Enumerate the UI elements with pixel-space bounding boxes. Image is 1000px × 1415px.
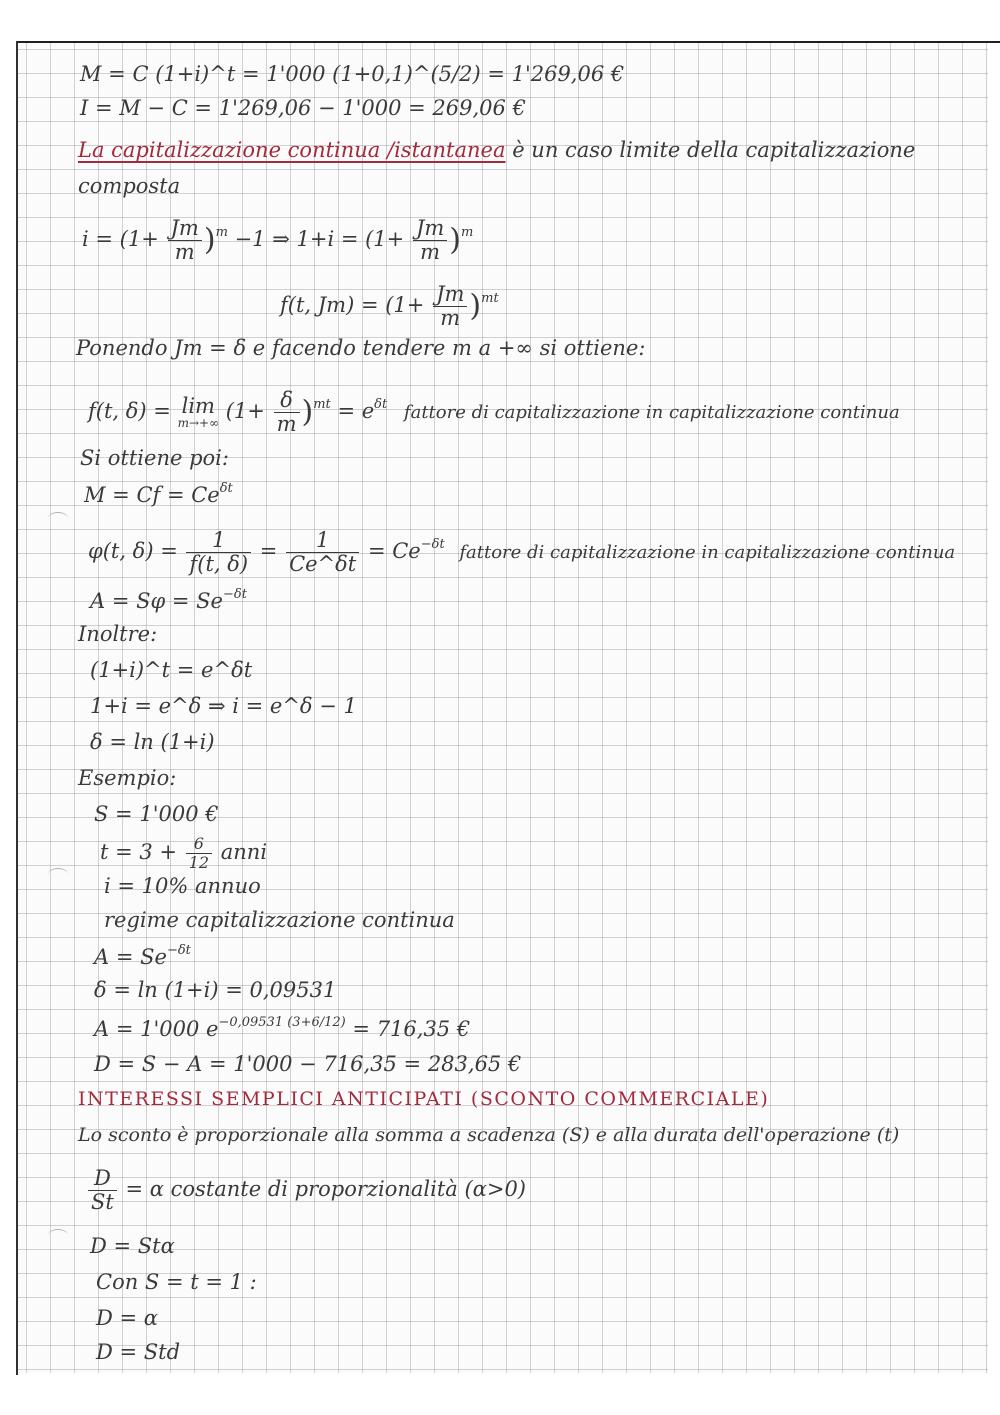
formula-part: A = Sφ = Se xyxy=(90,589,223,613)
formula-part: = 716,35 € xyxy=(352,1017,471,1041)
exponent: δt xyxy=(219,481,233,496)
exponent: δt xyxy=(374,397,388,412)
example-delta-value: δ = ln (1+i) = 0,09531 xyxy=(94,978,337,1002)
proportionality-statement: Lo sconto è proporzionale alla somma a scadenza (S) e alla durata dell'operazione (t) xyxy=(78,1124,900,1146)
formula-discount: D = Stα xyxy=(90,1234,175,1258)
formula-interesse: I = M − C = 1'269,06 − 1'000 = 269,06 € xyxy=(80,96,526,120)
formula-rate-equivalence xyxy=(82,218,473,263)
closing-paren: ) xyxy=(301,394,314,430)
fraction-numerator: 1 xyxy=(186,530,251,553)
binder-hole-mark xyxy=(48,868,68,881)
exponent: −δt xyxy=(166,943,191,958)
fraction-numerator: 6 xyxy=(186,836,212,854)
fraction xyxy=(186,836,212,871)
binder-hole-mark xyxy=(48,512,68,525)
formula-capitalization-factor xyxy=(280,284,499,329)
formula-part: = α costante di proporzionalità (α>0) xyxy=(125,1177,526,1201)
example-discount: D = S − A = 1'000 − 716,35 = 283,65 € xyxy=(94,1052,522,1076)
formula-proportionality xyxy=(86,1168,526,1213)
limit-intro: Ponendo Jm = δ e facendo tendere m a +∞ si ottiene: xyxy=(76,336,646,360)
closing-paren: ) xyxy=(449,222,461,258)
fraction xyxy=(413,218,447,263)
formula-part: t = 3 + xyxy=(100,840,178,864)
next-step-label: Si ottiene poi: xyxy=(80,446,229,470)
formula-part: = Ce xyxy=(367,539,421,563)
closing-paren: ) xyxy=(469,288,482,324)
binder-hole-mark xyxy=(48,1229,68,1242)
fraction-denominator: Ce^δt xyxy=(289,552,357,576)
definition-line xyxy=(78,140,915,161)
example-label: Esempio: xyxy=(78,766,177,790)
formula-discount-factor xyxy=(88,530,955,575)
formula-part: M = Cf = Ce xyxy=(84,483,220,507)
fraction-denominator: St xyxy=(91,1190,114,1214)
exponent: m xyxy=(461,225,474,240)
fraction xyxy=(286,530,359,575)
fraction xyxy=(186,530,251,575)
example-regime: regime capitalizzazione continua xyxy=(104,908,455,932)
fraction-denominator: f(t, δ) xyxy=(189,552,249,576)
formula-rate-from-delta: 1+i = e^δ ⇒ i = e^δ − 1 xyxy=(90,694,357,718)
highlighted-term: La capitalizzazione continua /istantanea xyxy=(78,138,506,162)
definition-text: è un caso limite della capitalizzazione xyxy=(512,138,916,162)
formula-montante: M = C (1+i)^t = 1'000 (1+0,1)^(5/2) = 1'269,06 € xyxy=(80,62,625,86)
limit-subscript: m→+∞ xyxy=(177,416,220,430)
unit-condition: Con S = t = 1 : xyxy=(96,1270,257,1294)
fraction-denominator: m xyxy=(276,412,297,436)
fraction xyxy=(433,284,467,329)
formula-part: = e xyxy=(337,399,375,423)
formula-present-value xyxy=(90,588,247,612)
section-heading: INTERESSI SEMPLICI ANTICIPATI (SCONTO COMMERCIALE) xyxy=(78,1088,770,1110)
formula-part: φ(t, δ) = xyxy=(88,539,178,563)
formula-part: A = 1'000 e xyxy=(94,1017,219,1041)
formula-montante-continuous xyxy=(84,482,233,506)
example-time xyxy=(100,836,267,871)
example-rate: i = 10% annuo xyxy=(104,874,261,898)
definition-continued: composta xyxy=(78,174,181,198)
formula-part: A = Se xyxy=(94,945,167,969)
example-present-value xyxy=(94,1016,470,1040)
exponent: −δt xyxy=(420,537,445,552)
closing-paren: ) xyxy=(203,222,216,258)
limit-label: lim xyxy=(181,394,215,418)
exponent: m xyxy=(215,225,228,240)
formula-delta: δ = ln (1+i) xyxy=(90,730,215,754)
formula-part: f(t, δ) = xyxy=(88,399,171,423)
formula-equivalence: (1+i)^t = e^δt xyxy=(90,658,253,682)
fraction xyxy=(168,218,202,263)
exponent: −δt xyxy=(222,587,247,602)
exponent: mt xyxy=(481,291,499,306)
limit-operator xyxy=(178,396,219,429)
formula-discount-unit: D = α xyxy=(96,1306,158,1330)
formula-part: −1 ⇒ 1+i = (1+ xyxy=(234,227,405,251)
fraction xyxy=(88,1168,117,1213)
fraction xyxy=(274,390,300,435)
formula-caption: fattore di capitalizzazione in capitalizzazione continua xyxy=(459,542,956,563)
example-sum: S = 1'000 € xyxy=(94,802,219,826)
fraction-numerator: Jm xyxy=(433,284,467,307)
formula-part: anni xyxy=(220,840,268,864)
formula-part: f(t, Jm) = (1+ xyxy=(280,293,425,317)
fraction-numerator: 1 xyxy=(286,530,359,553)
equals-sign: = xyxy=(259,539,278,563)
fraction-denominator: m xyxy=(420,240,441,264)
moreover-label: Inoltre: xyxy=(78,622,158,646)
fraction-denominator: m xyxy=(174,240,195,264)
fraction-numerator: Jm xyxy=(168,218,202,241)
exponent: −0,09531 (3+6/12) xyxy=(218,1015,346,1030)
formula-part: (1+ xyxy=(225,399,265,423)
formula-continuous-factor xyxy=(88,390,900,435)
fraction-denominator: 12 xyxy=(188,853,210,872)
fraction-numerator: D xyxy=(88,1168,117,1191)
example-present-value-formula xyxy=(94,944,191,968)
formula-part: i = (1+ xyxy=(82,227,159,251)
fraction-numerator: Jm xyxy=(413,218,447,241)
fraction-numerator: δ xyxy=(274,390,300,413)
formula-discount-final: D = Std xyxy=(96,1340,181,1364)
formula-caption: fattore di capitalizzazione in capitalizzazione continua xyxy=(403,402,900,423)
fraction-denominator: m xyxy=(440,306,461,330)
exponent: mt xyxy=(313,397,331,412)
